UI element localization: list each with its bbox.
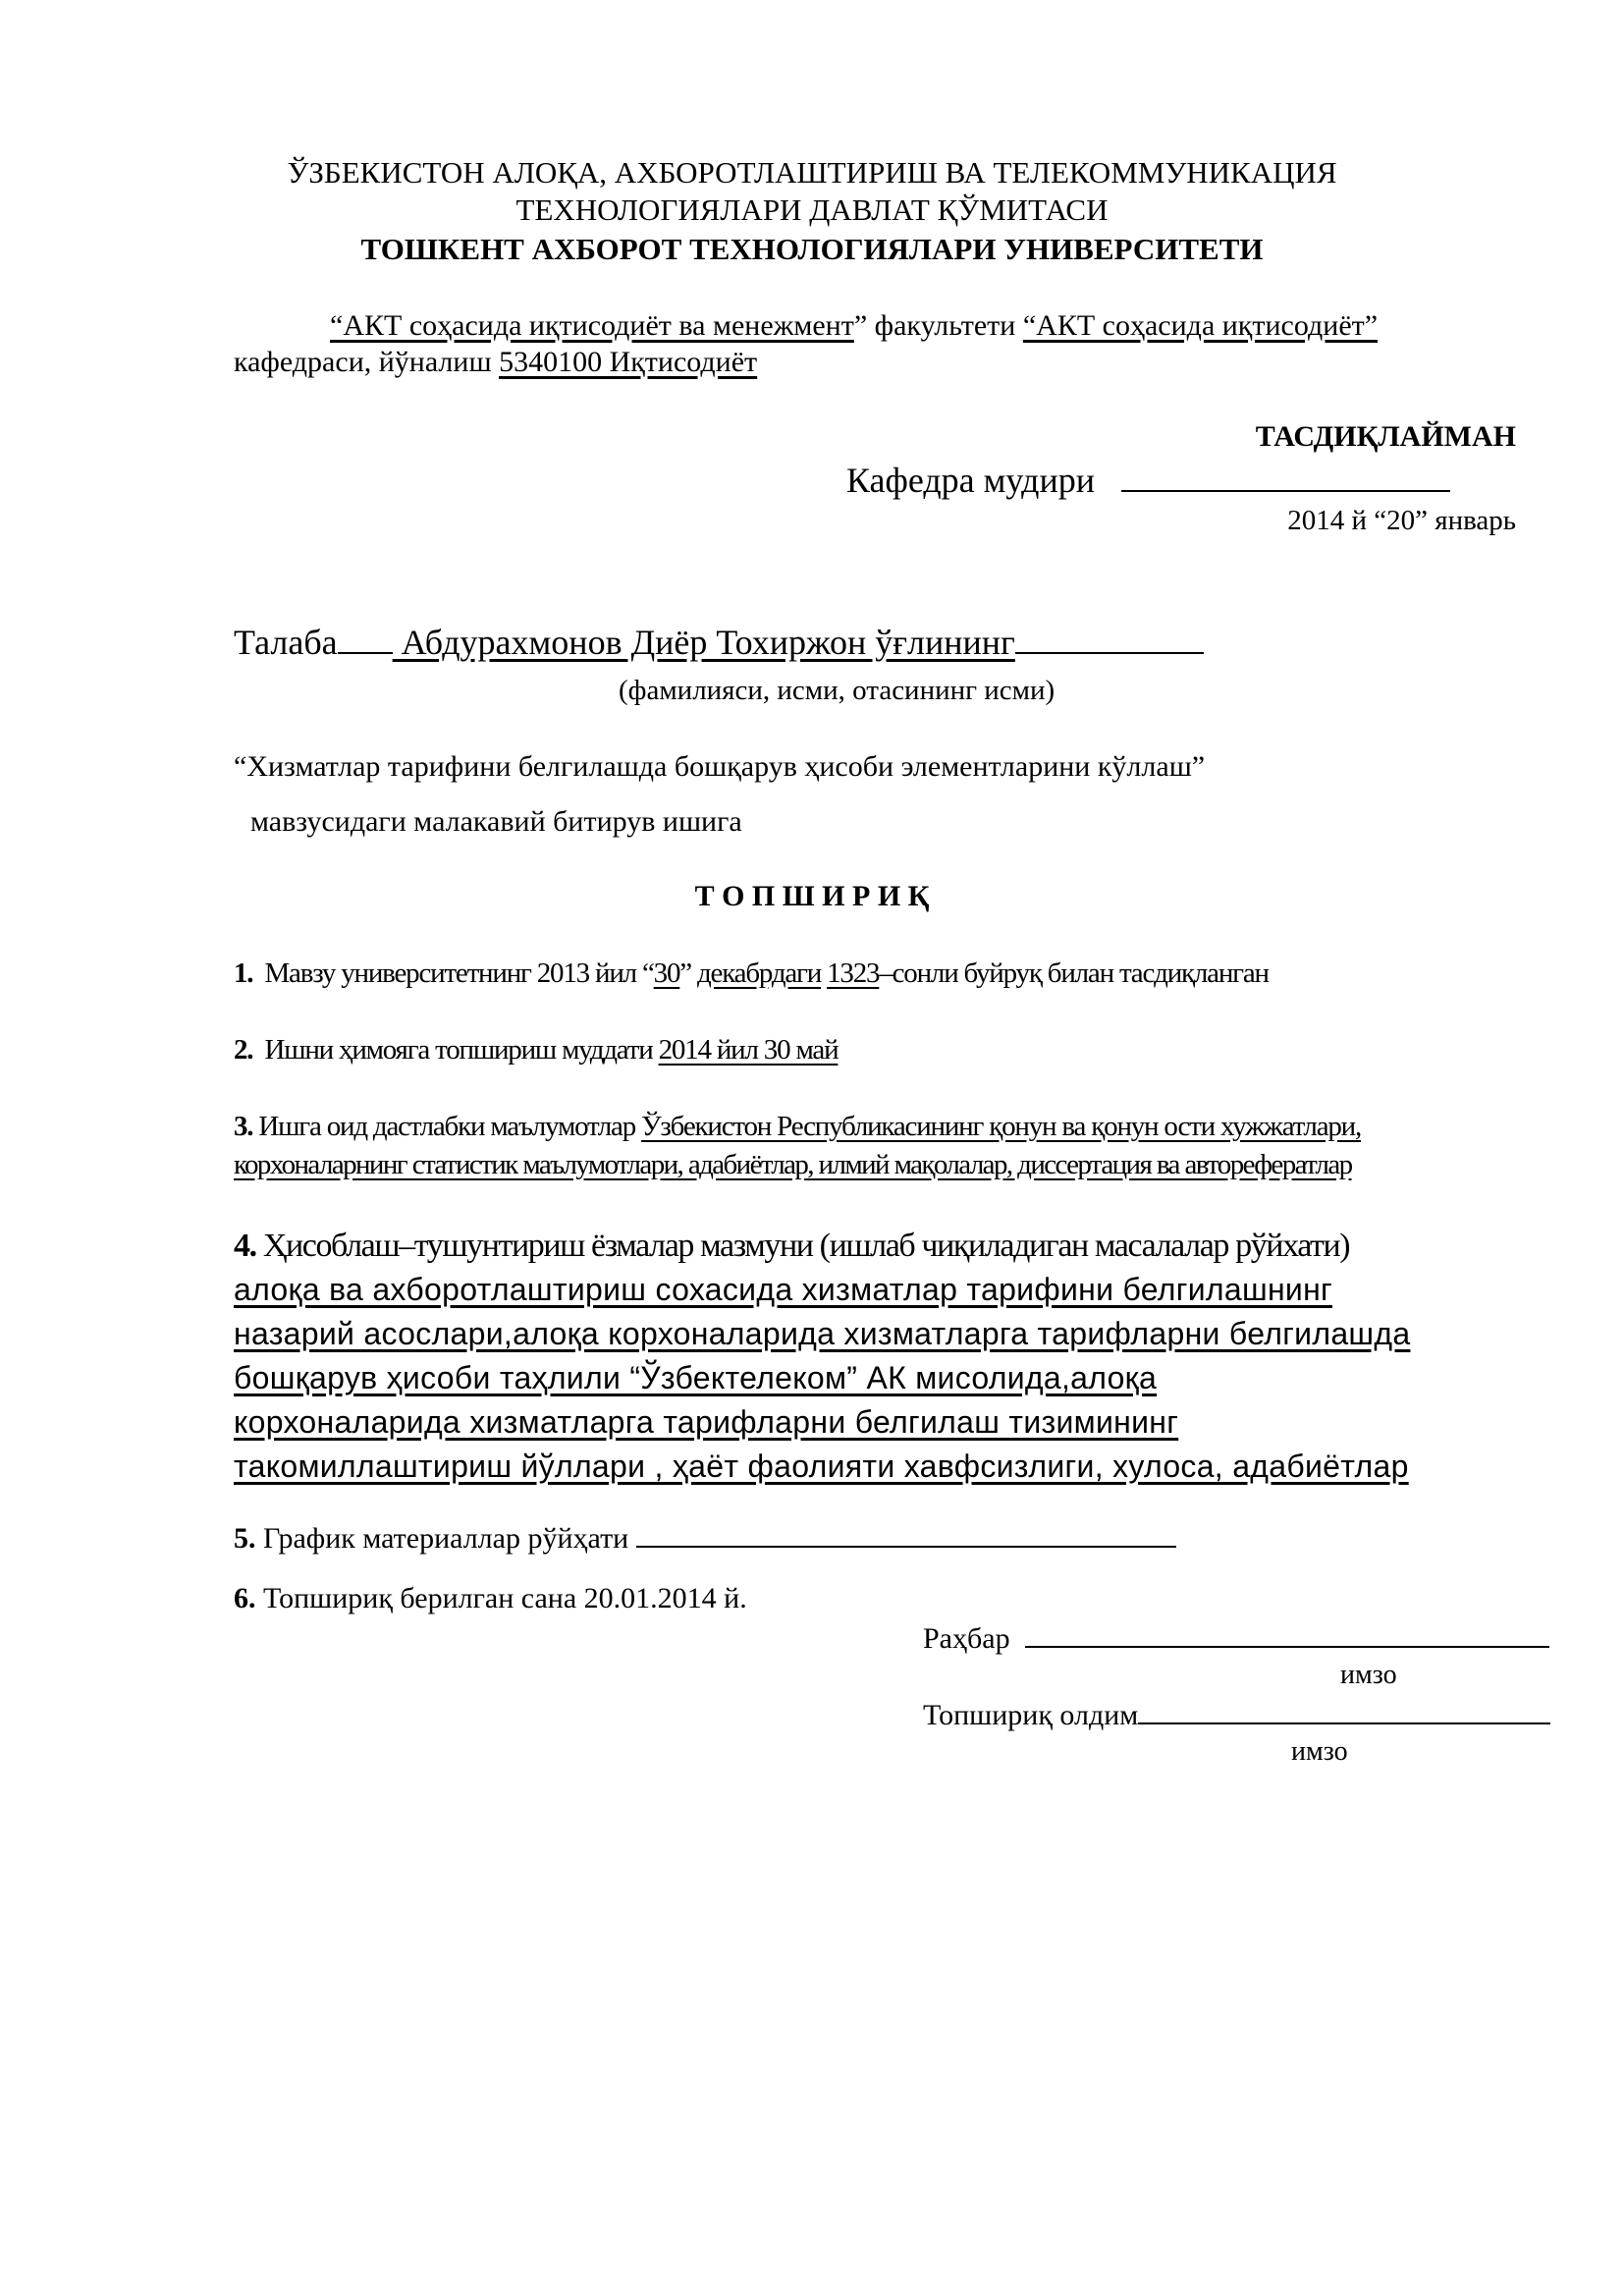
task-item-6-text: Топшириқ берилган сана 20.01.2014 й.: [263, 1582, 747, 1614]
task-item-5-text: График материаллар рўйҳати: [263, 1522, 636, 1555]
graphic-materials-blank: [636, 1520, 1176, 1548]
initial-data-line-2: корхоналарнинг статистик маълумотлари, адабиётлар, илмий мақолалар, диссертация ва авторефератлар: [234, 1149, 1352, 1180]
faculty-line: [330, 309, 1378, 343]
department-line: [234, 346, 757, 379]
department-name: “АКТ соҳасида иқтисодиёт”: [1022, 309, 1379, 342]
content-line-3: бошқарув ҳисоби таҳлили “Ўзбектелеком” АК мисолида,алоқа: [234, 1360, 1158, 1395]
student-blank-left: [338, 625, 393, 654]
approval-title: ТАСДИҚЛАЙМАН: [1255, 420, 1516, 453]
task-item-6: [234, 1582, 747, 1615]
task-item-6-number: 6.: [234, 1582, 256, 1614]
content-line-1: алоқа ва ахборотлаштириш сохасида хизматлар тарифини белгилашнинг: [234, 1272, 1333, 1307]
supervisor-line: [923, 1620, 1549, 1656]
task-item-2-text: Ишни ҳимояга топшириш муддати: [264, 1034, 659, 1066]
approval-date: 2014 й “20” январь: [1287, 505, 1516, 536]
direction-code: 5340100 Иқтисодиёт: [499, 346, 758, 378]
task-title: Т О П Ш И Р И Қ: [694, 880, 930, 912]
ministry-line-1: ЎЗБЕКИСТОН АЛОҚА, АХБОРОТЛАШТИРИШ ВА ТЕЛЕКОММУНИКАЦИЯ: [287, 155, 1337, 190]
task-item-3-number: 3.: [234, 1111, 253, 1142]
content-line-2: назарий асослари,алоқа корхоналарида хизматларга тарифларни белгилашда: [234, 1316, 1411, 1351]
task-item-1-quote: ”: [679, 957, 697, 989]
task-item-5: [234, 1520, 1176, 1556]
thesis-topic: “Хизматлар тарифини белгилашда бошқарув ҳисоби элементларини кўллаш”: [234, 750, 1206, 783]
student-signature-caption: имзо: [1291, 1736, 1348, 1767]
student-name-caption: (фамилияси, исми, отасининг исми): [619, 675, 1056, 706]
ministry-line-2: ТЕХНОЛОГИЯЛАРИ ДАВЛАТ ҚЎМИТАСИ: [515, 192, 1109, 227]
faculty-name: “АКТ соҳасида иқтисодиёт ва менежмент: [330, 309, 854, 342]
task-received-label: Топшириқ олдим: [923, 1699, 1139, 1731]
department-head-signature-line: [1121, 461, 1450, 492]
supervisor-signature-caption: имзо: [1340, 1660, 1397, 1690]
task-item-1-number: 1.: [234, 957, 253, 989]
order-day: 30: [653, 957, 680, 989]
student-blank-right: [1015, 625, 1204, 654]
order-number: 1323: [827, 957, 880, 989]
task-item-4-text: Ҳисоблаш–тушунтириш ёзмалар мазмуни (ишлаб чиқиладиган масалалар рўйхати): [262, 1228, 1350, 1264]
task-item-4: [234, 1228, 1349, 1265]
supervisor-signature-line: [1025, 1620, 1549, 1648]
student-signature-line: [1138, 1697, 1550, 1724]
department-head-line: [846, 460, 1450, 501]
task-item-1-text: Мавзу университетнинг 2013 йил “: [264, 957, 654, 989]
task-item-3: [234, 1111, 1361, 1143]
order-month: декабрдаги: [697, 957, 822, 989]
supervisor-label: Раҳбар: [923, 1622, 1018, 1655]
student-label: Талаба: [234, 623, 338, 662]
task-item-5-number: 5.: [234, 1522, 256, 1555]
task-item-4-number: 4.: [234, 1228, 256, 1264]
task-received-line: [923, 1697, 1550, 1732]
defense-deadline: 2014 йил 30 май: [658, 1034, 839, 1066]
department-head-label: Кафедра мудири: [846, 461, 1096, 500]
task-item-1-rest: –сонли буйруқ билан тасдиқланган: [879, 957, 1269, 989]
faculty-suffix: ” факультети: [853, 309, 1023, 342]
university-name: ТОШКЕНТ АХБОРОТ ТЕХНОЛОГИЯЛАРИ УНИВЕРСИТЕТИ: [360, 232, 1264, 266]
initial-data-line-1: Ўзбекистон Республикасининг қонун ва қонун ости хужжатлари,: [641, 1111, 1362, 1142]
task-item-2: [234, 1034, 838, 1066]
task-item-1: [234, 957, 1269, 990]
content-line-5: такомиллаштириш йўллари , ҳаёт фаолияти хавфсизлиги, хулоса, адабиётлар: [234, 1449, 1409, 1484]
student-line: [234, 622, 1204, 663]
department-label: кафедраси, йўналиш: [234, 346, 500, 378]
task-item-2-number: 2.: [234, 1034, 253, 1066]
content-line-4: корхоналарида хизматларга тарифларни белгилаш тизимининг: [234, 1404, 1179, 1440]
task-item-3-text: Ишга оид дастлабки маълумотлар: [258, 1111, 642, 1142]
student-name: Абдурахмонов Диёр Тохиржон ўғлининг: [392, 623, 1015, 662]
thesis-topic-suffix: мавзусидаги малакавий битирув ишига: [250, 805, 742, 838]
